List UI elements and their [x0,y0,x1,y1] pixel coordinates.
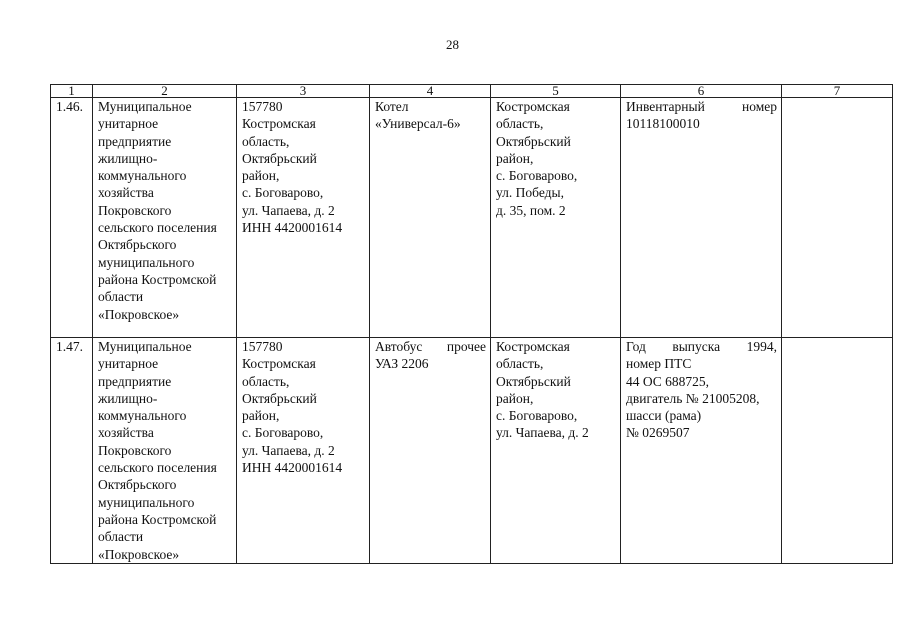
details-line: номер ПТС [626,356,692,372]
owner-line: Покровского [98,442,172,458]
details-word: 1994, [746,339,777,354]
column-header: 6 [621,85,782,98]
page-number: 28 [446,37,459,52]
location-line: область, [496,356,544,372]
location-line: с. Боговарово, [496,168,578,184]
owner-line: предприятие [98,133,172,149]
owner-line: Муниципальное [98,99,192,114]
details-line: № 0269507 [626,425,690,441]
column-header: 7 [782,85,893,98]
row-number: 1.46. [56,99,83,114]
owner-line: жилищно- [98,150,158,166]
details-word: выпуска [672,339,721,354]
location-line: д. 35, пом. 2 [496,202,566,218]
location-line: Октябрьский [496,133,571,149]
details-word: Год [626,339,646,354]
details-word: номер [741,99,777,114]
owner-line: сельского поселения [98,220,217,236]
owner-line: унитарное [98,116,159,132]
note-cell [782,338,893,564]
owner-cell [93,98,237,338]
object-cell [370,98,491,338]
owner-line: хозяйства [98,185,154,201]
object-cell [370,338,491,564]
owner-line: сельского поселения [98,460,217,476]
address-line: 157780 [242,99,283,114]
details-cell [621,338,782,564]
object-word: Автобус [375,339,423,354]
location-cell [491,98,621,338]
address-line: ул. Чапаева, д. 2 [242,202,335,218]
row-number: 1.47. [56,339,83,354]
address-cell [237,338,370,564]
location-cell [491,338,621,564]
address-line: ул. Чапаева, д. 2 [242,442,335,458]
location-line: Октябрьский [496,373,571,389]
location-line: ул. Победы, [496,185,564,201]
owner-line: Октябрьского [98,477,177,493]
location-line: район, [496,150,534,166]
table-header-row [51,85,893,98]
owner-line: унитарное [98,356,159,372]
address-line: область, [242,133,290,149]
location-line: область, [496,116,544,132]
details-line [626,98,777,115]
note-cell [782,98,893,338]
owner-line: «Покровское» [98,546,180,562]
owner-line: Муниципальное [98,339,192,354]
details-line: шасси (рама) [626,408,702,424]
column-header: 4 [370,85,491,98]
column-header: 1 [51,85,93,98]
address-line: Костромская [242,356,316,372]
object-line: УАЗ 2206 [375,356,429,372]
address-line: ИНН 4420001614 [242,460,343,476]
location-line: Костромская [496,339,570,354]
table-row [51,98,893,338]
owner-line: муниципального [98,254,195,270]
address-cell [237,98,370,338]
row-number-cell [51,338,93,564]
column-header: 2 [93,85,237,98]
owner-line: коммунального [98,168,187,184]
address-line: с. Боговарово, [242,425,324,441]
location-line: Костромская [496,99,570,114]
location-line: район, [496,390,534,406]
property-table [50,84,893,564]
address-line: район, [242,408,280,424]
object-line [375,338,486,355]
details-line: двигатель № 21005208, [626,390,760,406]
details-word: Инвентарный [626,99,705,114]
details-line: 44 ОС 688725, [626,373,710,389]
address-line: область, [242,373,290,389]
owner-line: «Покровское» [98,306,180,322]
column-header: 5 [491,85,621,98]
object-line: «Универсал-6» [375,116,461,132]
address-line: Октябрьский [242,150,317,166]
details-cell [621,98,782,338]
owner-line: жилищно- [98,390,158,406]
location-line: ул. Чапаева, д. 2 [496,425,589,441]
owner-cell [93,338,237,564]
column-header: 3 [237,85,370,98]
owner-line: муниципального [98,494,195,510]
address-line: 157780 [242,339,283,354]
owner-line: Покровского [98,202,172,218]
owner-line: коммунального [98,408,187,424]
object-line: Котел [375,99,409,114]
row-number-cell [51,98,93,338]
owner-line: предприятие [98,373,172,389]
owner-line: Октябрьского [98,237,177,253]
object-word: прочее [446,339,486,354]
address-line: район, [242,168,280,184]
owner-line: района Костромской [98,271,217,287]
owner-line: хозяйства [98,425,154,441]
location-line: с. Боговарово, [496,408,578,424]
owner-line: области [98,289,144,305]
owner-line: района Костромской [98,511,217,527]
address-line: Октябрьский [242,390,317,406]
details-line [626,338,777,355]
address-line: ИНН 4420001614 [242,220,343,236]
owner-line: области [98,529,144,545]
table-row [51,338,893,564]
address-line: Костромская [242,116,316,132]
details-line: 10118100010 [626,116,700,132]
address-line: с. Боговарово, [242,185,324,201]
